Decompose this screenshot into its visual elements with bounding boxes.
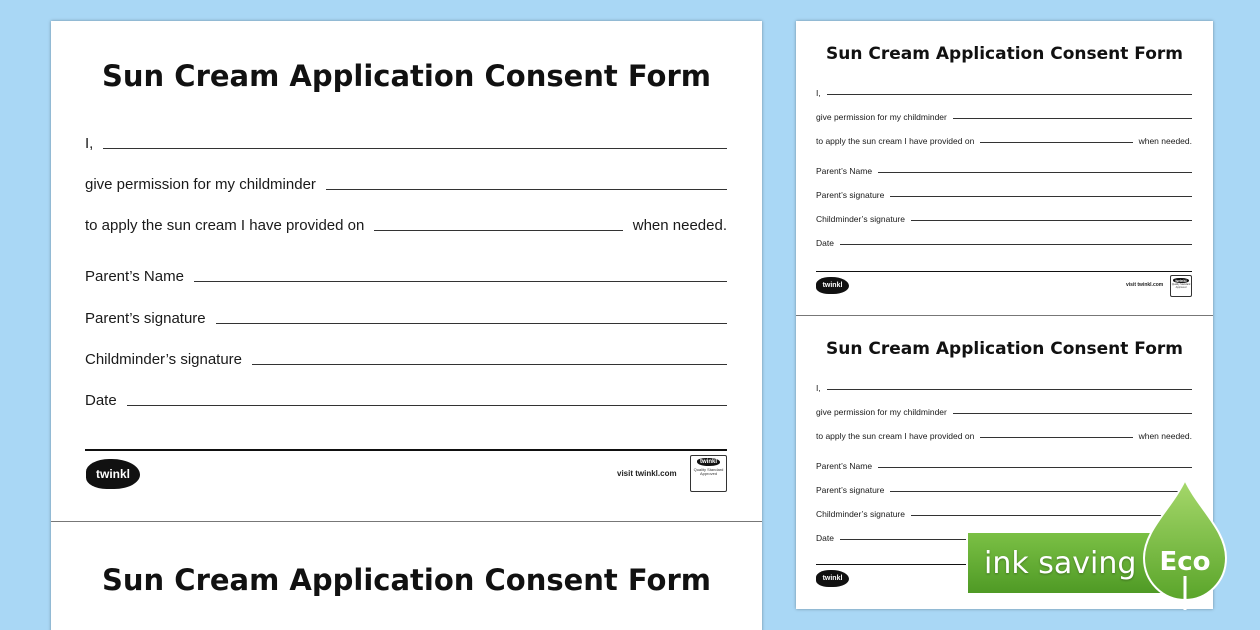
date-label: Date — [816, 533, 834, 543]
childminder-signature-label: Childminder’s signature — [85, 351, 243, 368]
twinkl-logo: twinkl — [816, 277, 849, 294]
parent-signature-label: Parent’s signature — [816, 190, 885, 200]
badge-logo: twinkl — [697, 458, 720, 466]
date-row — [816, 238, 1192, 248]
date-fill-line[interactable] — [840, 244, 1192, 245]
when-needed-label: when needed. — [632, 217, 727, 234]
date-label: Date — [85, 392, 117, 409]
childminder-fill-line[interactable] — [953, 413, 1192, 414]
visit-twinkl-text: visit twinkl.com — [617, 469, 677, 478]
permission-label: give permission for my childminder — [816, 112, 947, 122]
apply-row — [816, 136, 1192, 146]
parent-signature-fill-line[interactable] — [890, 196, 1192, 197]
permission-row — [85, 176, 727, 193]
large-form-card-1 — [51, 21, 762, 521]
parent-signature-row — [85, 310, 727, 327]
twinkl-logo: twinkl — [86, 459, 140, 489]
childminder-signature-label: Childminder’s signature — [816, 214, 905, 224]
badge-logo: twinkl — [1175, 278, 1187, 283]
parent-name-fill-line[interactable] — [194, 281, 727, 282]
apply-label: to apply the sun cream I have provided on — [85, 217, 365, 234]
name-line-row — [85, 135, 727, 152]
parent-name-label: Parent’s Name — [816, 461, 873, 471]
permission-label: give permission for my childminder — [85, 176, 316, 193]
date-fill-line[interactable] — [127, 405, 727, 406]
name-fill-line[interactable] — [103, 148, 727, 149]
form-title: Sun Cream Application Consent Form — [826, 44, 1183, 64]
small-form-card-1 — [796, 21, 1213, 315]
apply-row — [816, 431, 1192, 441]
date-provided-fill-line[interactable] — [980, 142, 1132, 143]
childminder-signature-row — [816, 509, 1192, 519]
childminder-signature-row — [816, 214, 1192, 224]
apply-label: to apply the sun cream I have provided on — [816, 136, 975, 146]
childminder-signature-label: Childminder’s signature — [816, 509, 905, 519]
eco-drop-icon — [1140, 478, 1230, 610]
large-form-sheet — [51, 21, 762, 630]
childminder-signature-row — [85, 351, 727, 368]
line-i-label: I, — [85, 135, 94, 152]
name-line-row — [816, 383, 1192, 393]
large-form-card-2 — [51, 522, 762, 630]
parent-name-row — [85, 268, 727, 285]
form-title: Sun Cream Application Consent Form — [102, 563, 711, 597]
permission-row — [816, 112, 1192, 122]
parent-name-row — [816, 461, 1192, 471]
quality-badge — [690, 455, 727, 492]
visit-twinkl-text: visit twinkl.com — [1126, 282, 1164, 288]
apply-label: to apply the sun cream I have provided on — [816, 431, 975, 441]
parent-signature-label: Parent’s signature — [816, 485, 885, 495]
name-line-row — [816, 88, 1192, 98]
date-provided-fill-line[interactable] — [374, 230, 622, 231]
quality-badge — [1170, 275, 1192, 297]
when-needed-label: when needed. — [1138, 431, 1192, 441]
date-row — [85, 392, 727, 409]
parent-signature-row — [816, 485, 1192, 495]
date-label: Date — [816, 238, 834, 248]
footer-rule — [816, 271, 1192, 272]
ink-saving-banner — [966, 531, 1166, 595]
eco-drop-text: Eco — [1159, 547, 1211, 577]
twinkl-logo: twinkl — [816, 570, 849, 587]
apply-row — [85, 217, 727, 234]
ink-saving-text: ink saving — [984, 545, 1137, 581]
badge-text: Quality Standard Approved — [1171, 283, 1191, 289]
permission-row — [816, 407, 1192, 417]
childminder-fill-line[interactable] — [953, 118, 1192, 119]
childminder-fill-line[interactable] — [326, 189, 727, 190]
name-fill-line[interactable] — [827, 94, 1192, 95]
line-i-label: I, — [816, 88, 821, 98]
name-fill-line[interactable] — [827, 389, 1192, 390]
parent-name-row — [816, 166, 1192, 176]
form-title: Sun Cream Application Consent Form — [102, 59, 711, 93]
parent-signature-label: Parent’s signature — [85, 310, 206, 327]
footer-rule — [85, 449, 727, 451]
date-provided-fill-line[interactable] — [980, 437, 1132, 438]
childminder-signature-fill-line[interactable] — [911, 220, 1192, 221]
permission-label: give permission for my childminder — [816, 407, 947, 417]
form-title: Sun Cream Application Consent Form — [826, 339, 1183, 359]
parent-name-label: Parent’s Name — [85, 268, 184, 285]
parent-signature-row — [816, 190, 1192, 200]
parent-name-fill-line[interactable] — [878, 172, 1192, 173]
badge-text: Quality Standard Approved — [693, 467, 724, 477]
childminder-signature-fill-line[interactable] — [252, 364, 727, 365]
line-i-label: I, — [816, 383, 821, 393]
parent-name-fill-line[interactable] — [878, 467, 1192, 468]
parent-name-label: Parent’s Name — [816, 166, 873, 176]
when-needed-label: when needed. — [1138, 136, 1192, 146]
parent-signature-fill-line[interactable] — [216, 323, 727, 324]
